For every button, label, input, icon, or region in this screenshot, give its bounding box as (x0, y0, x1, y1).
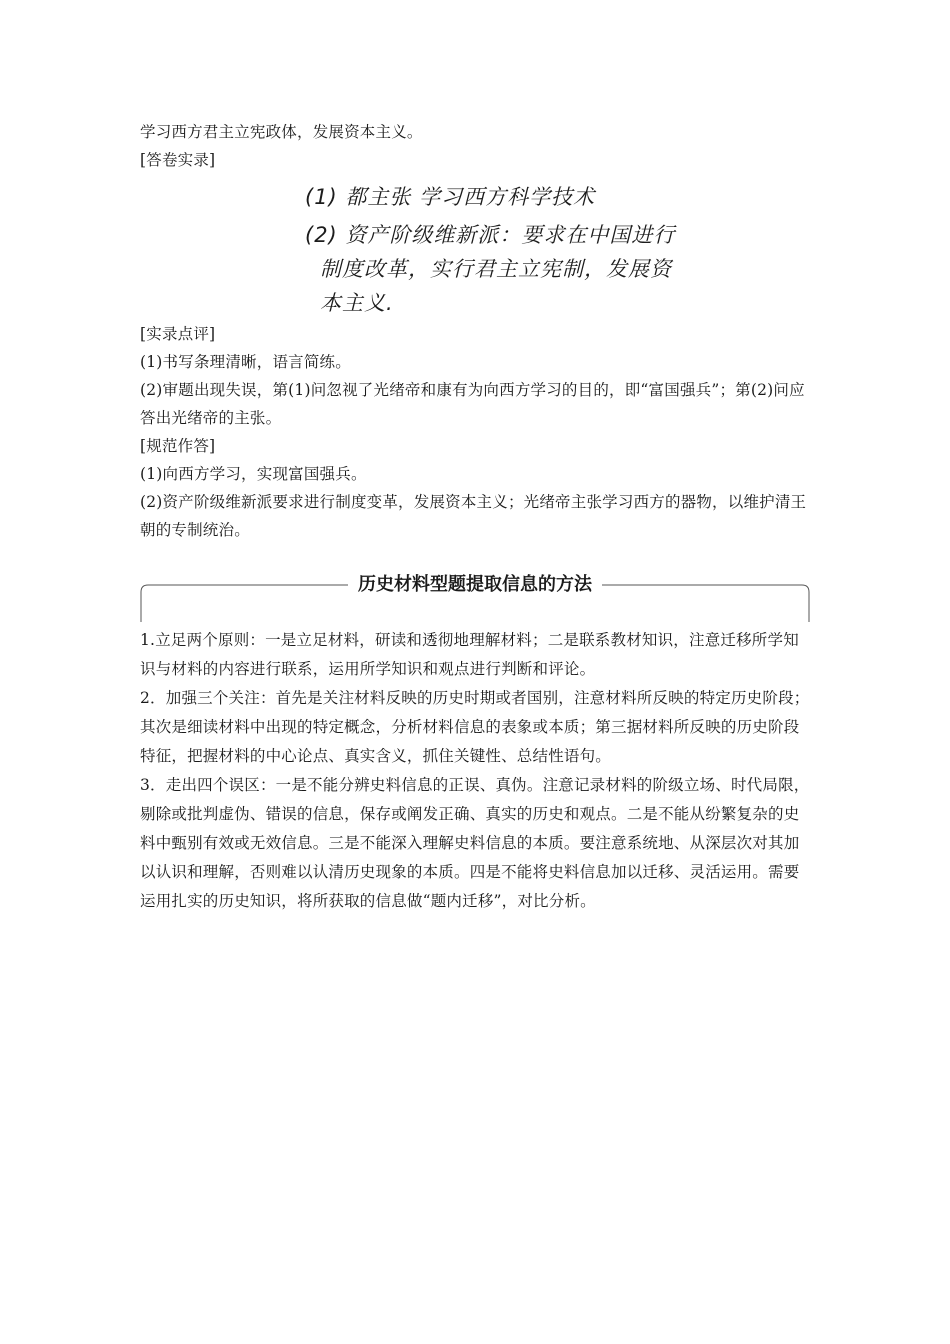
standard-answer-1: (1)向西方学习，实现富国强兵。 (140, 465, 367, 483)
handwritten-line-3: 制度改革，实行君主立宪制，发展资 (320, 257, 672, 281)
handwritten-answer-image (300, 180, 680, 320)
answer-record-header: [答卷实录] (140, 151, 216, 169)
section-title-text: 历史材料型题提取信息的方法 (348, 574, 602, 595)
method-item-2: 2．加强三个关注：首先是关注材料反映的历史时期或者国别，注意材料所反映的特定历史阶段；其次是细读材料中出现的特定概念，分析材料信息的表象或本质；第三据材料所反映的历史阶段特征，把握材料的中心论点、真实含义，抓住关键性、总结性语句。 (140, 689, 810, 765)
review-point-1: (1)书写条理清晰，语言简练。 (140, 353, 351, 371)
method-item-3: 3．走出四个误区：一是不能分辨史料信息的正误、真伪。注意记录材料的阶级立场、时代局限，剔除或批判虚伪、错误的信息，保存或阐发正确、真实的历史和观点。二是不能从纷繁复杂的史料中甄别有效或无效信息。三是不能深入理解史料信息的本质。要注意系统地、从深层次对其加以认识和理解，否则难以认清历史现象的本质。四是不能将史料信息加以迁移、灵活运用。需要运用扎实的历史知识，将所获取的信息做“题内迁移”，对比分析。 (140, 776, 810, 910)
standard-answer-header: [规范作答] (140, 437, 216, 455)
review-point-2: (2)审题出现失误，第(1)问忽视了光绪帝和康有为向西方学习的目的，即“富国强兵”；第(2)问应答出光绪帝的主张。 (140, 381, 805, 427)
standard-answer-2: (2)资产阶级维新派要求进行制度变革，发展资本主义；光绪帝主张学习西方的器物，以维护清王朝的专制统治。 (140, 493, 807, 539)
review-header: [实录点评] (140, 325, 216, 343)
intro-line: 学习西方君主立宪政体，发展资本主义。 (140, 123, 423, 141)
handwritten-line-2: (2) 资产阶级维新派：要求在中国进行 (305, 223, 676, 247)
handwritten-line-1: (1) 都主张 学习西方科学技术 (305, 185, 596, 209)
handwritten-line-4: 本主义. (320, 291, 394, 315)
section-title (140, 572, 810, 598)
method-item-1: 1.立足两个原则：一是立足材料，研读和透彻地理解材料；二是联系教材知识，注意迁移所学知识与材料的内容进行联系，运用所学知识和观点进行判断和评论。 (140, 631, 799, 678)
section-title-frame (140, 572, 810, 624)
